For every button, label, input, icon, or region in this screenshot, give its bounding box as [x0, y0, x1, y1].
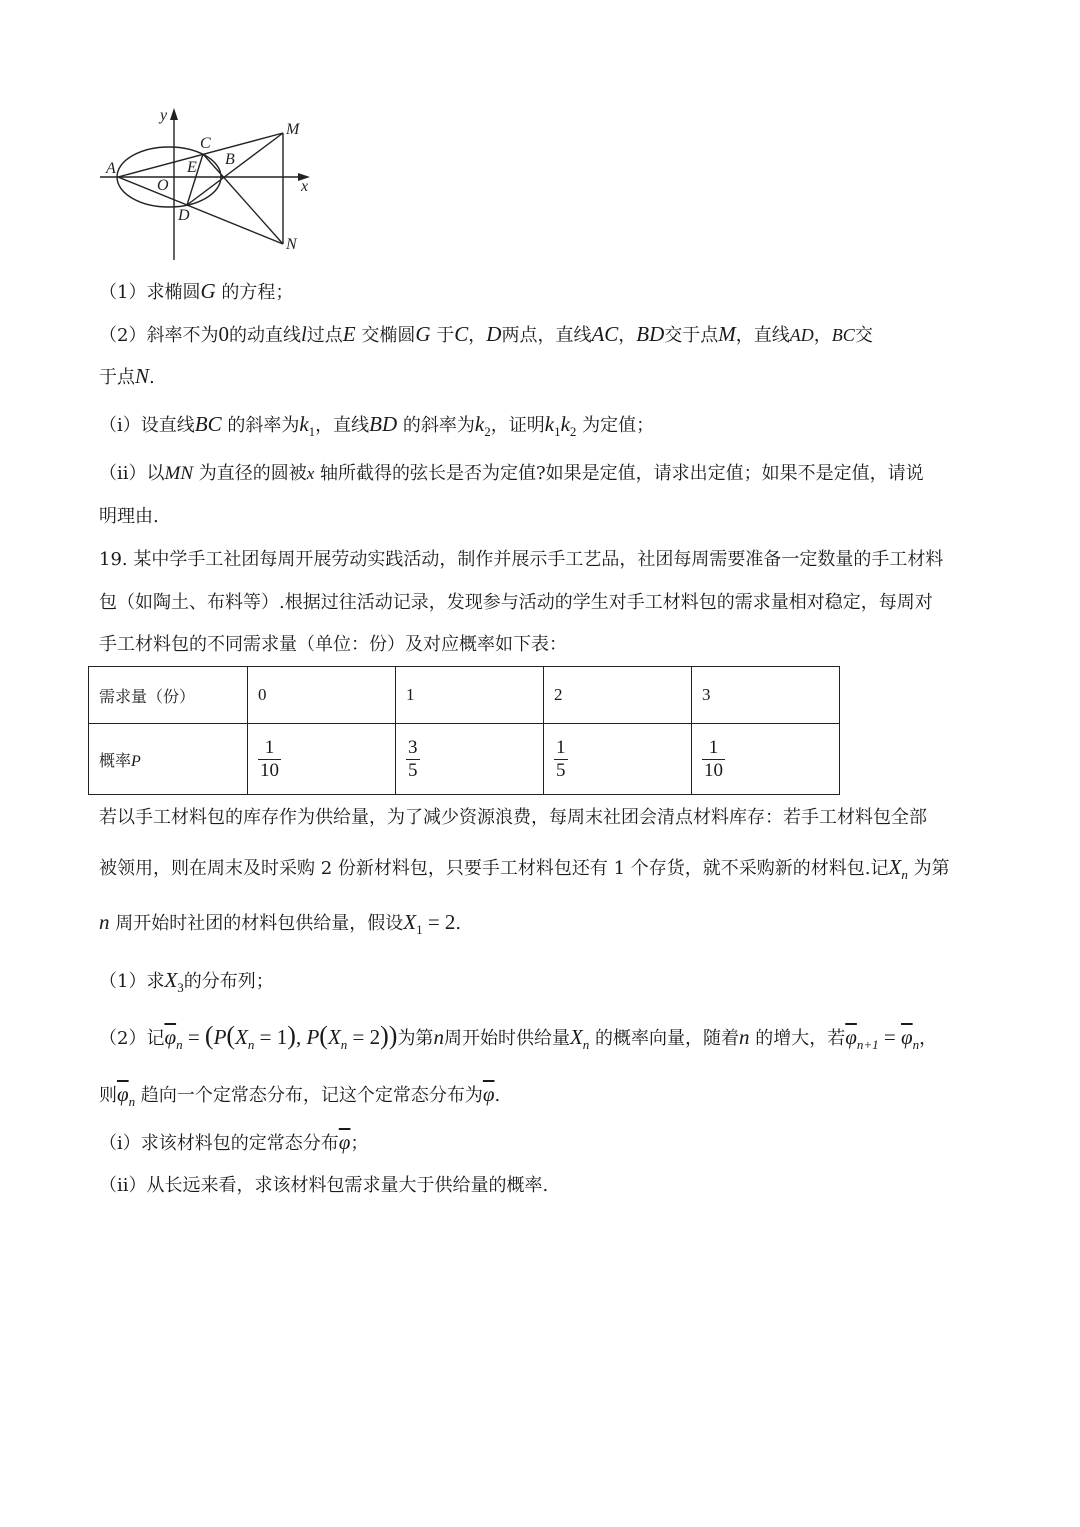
math-ac: AC [591, 322, 619, 346]
math-x: X [235, 1025, 248, 1049]
text: 交于点 [664, 325, 719, 346]
numerator: 3 [408, 736, 418, 758]
label-o: O [157, 177, 169, 194]
math-x: X [403, 910, 417, 934]
q19-para-line2 [99, 855, 950, 887]
denominator: 10 [260, 759, 279, 781]
text: （i）求该材料包的定常态分布 [99, 1133, 339, 1154]
text: 过点 [306, 325, 343, 346]
text: ； [350, 1133, 369, 1154]
text: ，直线 [735, 325, 790, 346]
label-x: x [301, 178, 309, 195]
fraction [702, 737, 725, 782]
q18-part2-line1 [99, 322, 873, 348]
q19-intro-line2: 包（如陶土、布料等）.根据过往活动记录，发现参与活动的学生对手工材料包的需求量相对稳定，每周对 [99, 592, 933, 613]
line-an [118, 177, 283, 244]
q18-part1 [99, 279, 293, 305]
text: . [149, 367, 155, 388]
paren: ( [204, 1021, 214, 1050]
text: （1）求 [99, 971, 165, 992]
label-b: B [225, 151, 235, 168]
text: 趋向一个定常态分布，记这个定常态分布为 [140, 1085, 483, 1106]
math-k: k [560, 412, 570, 436]
text: 周开始时社团的材料包供给量，假设 [115, 913, 404, 934]
math-p: P [306, 1025, 320, 1049]
text: 的增大，若 [755, 1028, 846, 1049]
text: 交 [854, 325, 873, 346]
subscript: n+1 [856, 1037, 879, 1052]
table-row-probability [89, 724, 840, 795]
math-x: X [327, 1025, 341, 1049]
table-cell-probability [692, 724, 840, 795]
label-d: D [178, 207, 190, 224]
numerator: 1 [258, 737, 281, 760]
line-cn [203, 154, 283, 244]
text: 交椭圆 [361, 325, 416, 346]
math-x: X [164, 968, 178, 992]
math-bc: BC [831, 325, 855, 345]
label-n: N [286, 236, 297, 253]
text: 概率 [99, 750, 132, 770]
table-cell-demand: 2 [544, 667, 692, 724]
subscript: 2 [484, 424, 491, 439]
denominator: 10 [704, 759, 723, 781]
subscript: n [582, 1037, 590, 1052]
math-k: k [544, 412, 555, 436]
math-value: = 2 [347, 1025, 381, 1049]
text: （2）记 [99, 1028, 165, 1049]
math-bc: BC [194, 412, 222, 436]
q18-part2-line2 [99, 364, 155, 390]
label-y: y [160, 107, 168, 124]
label-m: M [286, 121, 300, 138]
fraction [554, 737, 568, 782]
text: 于点 [99, 367, 135, 388]
subscript: n [901, 867, 908, 882]
numerator: 1 [702, 737, 725, 760]
paren: ) [380, 1021, 389, 1050]
text: . [494, 1085, 501, 1106]
q19-sub-i [99, 1130, 368, 1156]
subscript: n [912, 1037, 920, 1052]
math-zero: 0 [218, 322, 229, 346]
math-x: x [306, 464, 315, 483]
math-phi: $\overline{\varphi}$ [338, 1130, 351, 1154]
math-d: D [486, 322, 502, 346]
subscript: n [176, 1037, 183, 1052]
q19-sub-ii: （ii）从长远来看，求该材料包需求量大于供给量的概率. [99, 1175, 549, 1196]
text: ， [468, 325, 487, 346]
subscript: n [247, 1037, 255, 1052]
text: 轴所截得的弦长是否为定值?如果是定值，请求出定值；如果不是定值，请说 [320, 463, 924, 484]
table-row-demand [89, 667, 840, 724]
math-k: k [474, 412, 485, 436]
text: （2）斜率不为 [99, 325, 219, 346]
text: 则 [99, 1085, 117, 1106]
q19-para-line3 [99, 910, 461, 942]
label-e: E [187, 159, 197, 176]
q18-sub-i [99, 412, 654, 444]
paren: ( [319, 1021, 328, 1050]
demand-probability-table [88, 666, 840, 795]
table-cell-demand: 1 [396, 667, 544, 724]
subscript: 1 [308, 424, 316, 439]
subscript: n [128, 1094, 136, 1109]
math-phi: $\overline{\varphi}$ [901, 1025, 913, 1049]
label-a: A [106, 160, 116, 177]
subscript: 1 [554, 424, 561, 439]
text: （1）求椭圆 [99, 282, 201, 303]
q19-part2-line2 [99, 1082, 500, 1114]
math-n: n [739, 1025, 750, 1049]
fraction [406, 737, 420, 782]
math-x: X [888, 855, 902, 879]
math-value: = 1 [254, 1025, 288, 1049]
text: 周开始时供给量 [443, 1028, 570, 1049]
text: 的动直线 [228, 325, 301, 346]
table-cell-probability [544, 724, 692, 795]
text: 两点，直线 [501, 325, 592, 346]
text: 为直径的圆被 [198, 463, 307, 484]
text: 的分布列； [183, 971, 274, 992]
math-eq: = 2 [422, 910, 456, 934]
math-eq: = [182, 1025, 205, 1049]
subscript: 2 [569, 424, 577, 439]
paren: ) [287, 1021, 296, 1050]
denominator: 5 [408, 759, 418, 781]
numerator: 1 [556, 736, 566, 758]
text: ， [618, 325, 637, 346]
label-c: C [200, 135, 211, 152]
subscript: 1 [416, 922, 423, 937]
text: ，直线 [315, 415, 370, 436]
math-p: P [213, 1025, 227, 1049]
text: ， [813, 325, 832, 346]
ellipse-geometry-figure [98, 104, 318, 262]
math-mn: MN [164, 463, 194, 484]
math-e: E [342, 322, 356, 346]
text: 为定值； [582, 415, 655, 436]
q19-part1 [99, 968, 274, 1000]
text: 的概率向量，随着 [595, 1028, 740, 1049]
math-c: C [454, 322, 469, 346]
text: . [455, 913, 462, 934]
text: 的斜率为 [402, 415, 475, 436]
math-bd: BD [369, 412, 398, 436]
text: 的斜率为 [227, 415, 300, 436]
text: 明理由. [99, 506, 159, 527]
q18-sub-ii-line1 [99, 462, 924, 486]
math-m: M [718, 322, 736, 346]
math-phi: $\overline{\varphi}$ [845, 1025, 857, 1049]
math-bd: BD [636, 322, 665, 346]
paren: ( [226, 1021, 236, 1050]
math-eq: = [878, 1025, 901, 1049]
math-phi: $\overline{\varphi}$ [117, 1082, 129, 1106]
math-ad: AD [789, 325, 814, 345]
fraction [258, 737, 281, 782]
math-n: n [433, 1025, 444, 1049]
text: ，证明 [490, 415, 545, 436]
q18-sub-ii-line2 [99, 505, 159, 529]
y-axis-arrow [170, 108, 178, 120]
text: 被领用，则在周末及时采购 2 份新材料包，只要手工材料包还有 1 个存货，就不采购新的材料包.记 [99, 858, 889, 879]
text: ， [919, 1028, 938, 1049]
subscript: n [340, 1037, 348, 1052]
math-l: l [300, 322, 307, 346]
math-n: N [135, 364, 150, 388]
text: 为第 [397, 1028, 434, 1049]
table-cell-demand: 0 [248, 667, 396, 724]
table-header-demand: 需求量（份） [89, 667, 248, 724]
q19-intro-line3: 手工材料包的不同需求量（单位：份）及对应概率如下表： [99, 634, 567, 655]
paren: ) [388, 1021, 398, 1050]
q19-para-line1: 若以手工材料包的库存作为供给量，为了减少资源浪费，每周末社团会清点材料库存：若手工材料包全部 [99, 807, 927, 828]
math-n: n [99, 910, 110, 934]
math-g: G [415, 322, 431, 346]
table-cell-probability [248, 724, 396, 795]
text: 为第 [913, 858, 950, 879]
text: 的方程； [221, 282, 294, 303]
q19-intro-line1: 19. 某中学手工社团每周开展劳动实践活动，制作并展示手工艺品，社团每周需要准备一定数量的手工材料 [99, 549, 944, 570]
math-phi: $\overline{\varphi}$ [164, 1025, 177, 1049]
math-p: P [131, 752, 141, 770]
math-x: X [569, 1025, 583, 1049]
text: 于 [436, 325, 455, 346]
table-cell-demand: 3 [692, 667, 840, 724]
table-cell-probability [396, 724, 544, 795]
subscript: 3 [177, 980, 184, 995]
math-g: G [200, 279, 216, 303]
text: （i）设直线 [99, 415, 195, 436]
comma: , [295, 1025, 307, 1049]
table-header-probability [89, 724, 248, 795]
math-k: k [299, 412, 309, 436]
text: （ii）以 [99, 463, 165, 484]
q19-part2-line1 [99, 1021, 938, 1057]
denominator: 5 [556, 759, 566, 781]
math-phi: $\overline{\varphi}$ [482, 1082, 495, 1106]
